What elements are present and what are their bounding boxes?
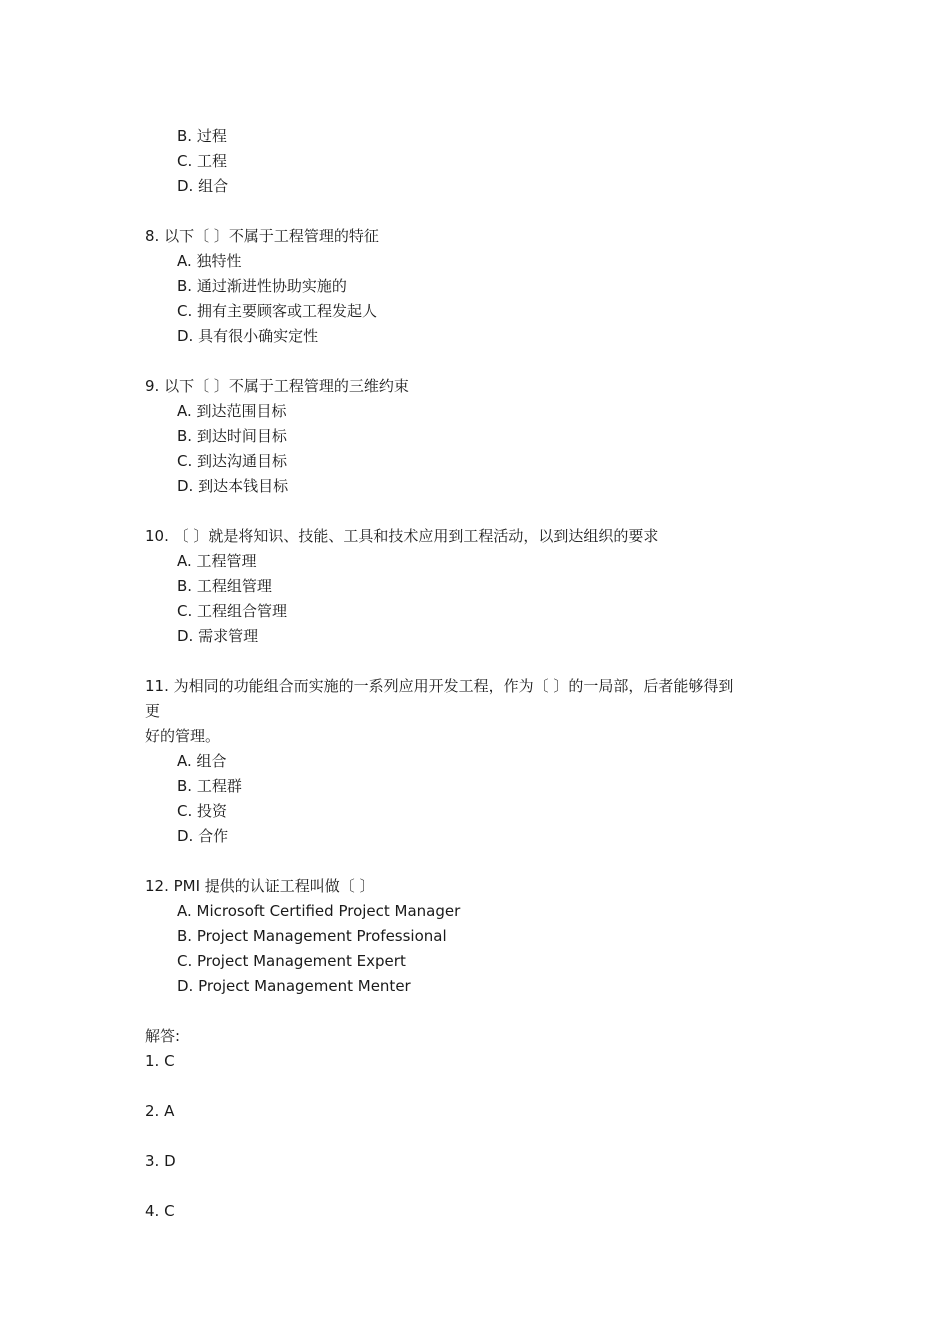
- spacer: [145, 1124, 825, 1149]
- option: D. 组合: [177, 177, 229, 195]
- question-stem: 更: [145, 702, 161, 720]
- option: B. 工程组管理: [177, 577, 272, 595]
- option: B. 到达时间目标: [177, 427, 287, 445]
- question-stem: 10. 〔 〕就是将知识、技能、工具和技术应用到工程活动，以到达组织的要求: [145, 527, 659, 545]
- spacer: [145, 499, 825, 524]
- spacer: [145, 649, 825, 674]
- answer-item: 3. D: [145, 1152, 176, 1170]
- spacer: [145, 849, 825, 874]
- option: D. 具有很小确实定性: [177, 327, 319, 345]
- answer-item: 1. C: [145, 1052, 175, 1070]
- option: D. 合作: [177, 827, 229, 845]
- answers-heading: 解答:: [145, 1027, 181, 1045]
- option: C. 到达沟通目标: [177, 452, 288, 470]
- option: D. 需求管理: [177, 627, 259, 645]
- option: C. 工程组合管理: [177, 602, 288, 620]
- option: C. 工程: [177, 152, 228, 170]
- question-stem: 好的管理。: [145, 727, 221, 745]
- spacer: [145, 1174, 825, 1199]
- option: D. 到达本钱目标: [177, 477, 289, 495]
- option: B. 工程群: [177, 777, 242, 795]
- option: B. 过程: [177, 127, 227, 145]
- option: A. 组合: [177, 752, 227, 770]
- question-stem: 12. PMI 提供的认证工程叫做〔 〕: [145, 877, 375, 895]
- question-stem: 11. 为相同的功能组合而实施的一系列应用开发工程，作为〔 〕的一局部，后者能够得到: [145, 677, 734, 695]
- option: B. Project Management Professional: [177, 927, 447, 945]
- document-page: [145, 124, 825, 1224]
- option: D. Project Management Menter: [177, 977, 411, 995]
- answer-item: 2. A: [145, 1102, 175, 1120]
- option: C. Project Management Expert: [177, 952, 406, 970]
- spacer: [145, 999, 825, 1024]
- spacer: [145, 199, 825, 224]
- option: C. 投资: [177, 802, 228, 820]
- option: C. 拥有主要顾客或工程发起人: [177, 302, 378, 320]
- spacer: [145, 1074, 825, 1099]
- option: B. 通过渐进性协助实施的: [177, 277, 347, 295]
- question-stem: 9. 以下〔 〕不属于工程管理的三维约束: [145, 377, 409, 395]
- option: A. 独特性: [177, 252, 242, 270]
- option: A. 到达范围目标: [177, 402, 287, 420]
- answer-item: 4. C: [145, 1202, 175, 1220]
- option: A. Microsoft Certified Project Manager: [177, 902, 461, 920]
- spacer: [145, 349, 825, 374]
- question-stem: 8. 以下〔 〕不属于工程管理的特征: [145, 227, 379, 245]
- option: A. 工程管理: [177, 552, 257, 570]
